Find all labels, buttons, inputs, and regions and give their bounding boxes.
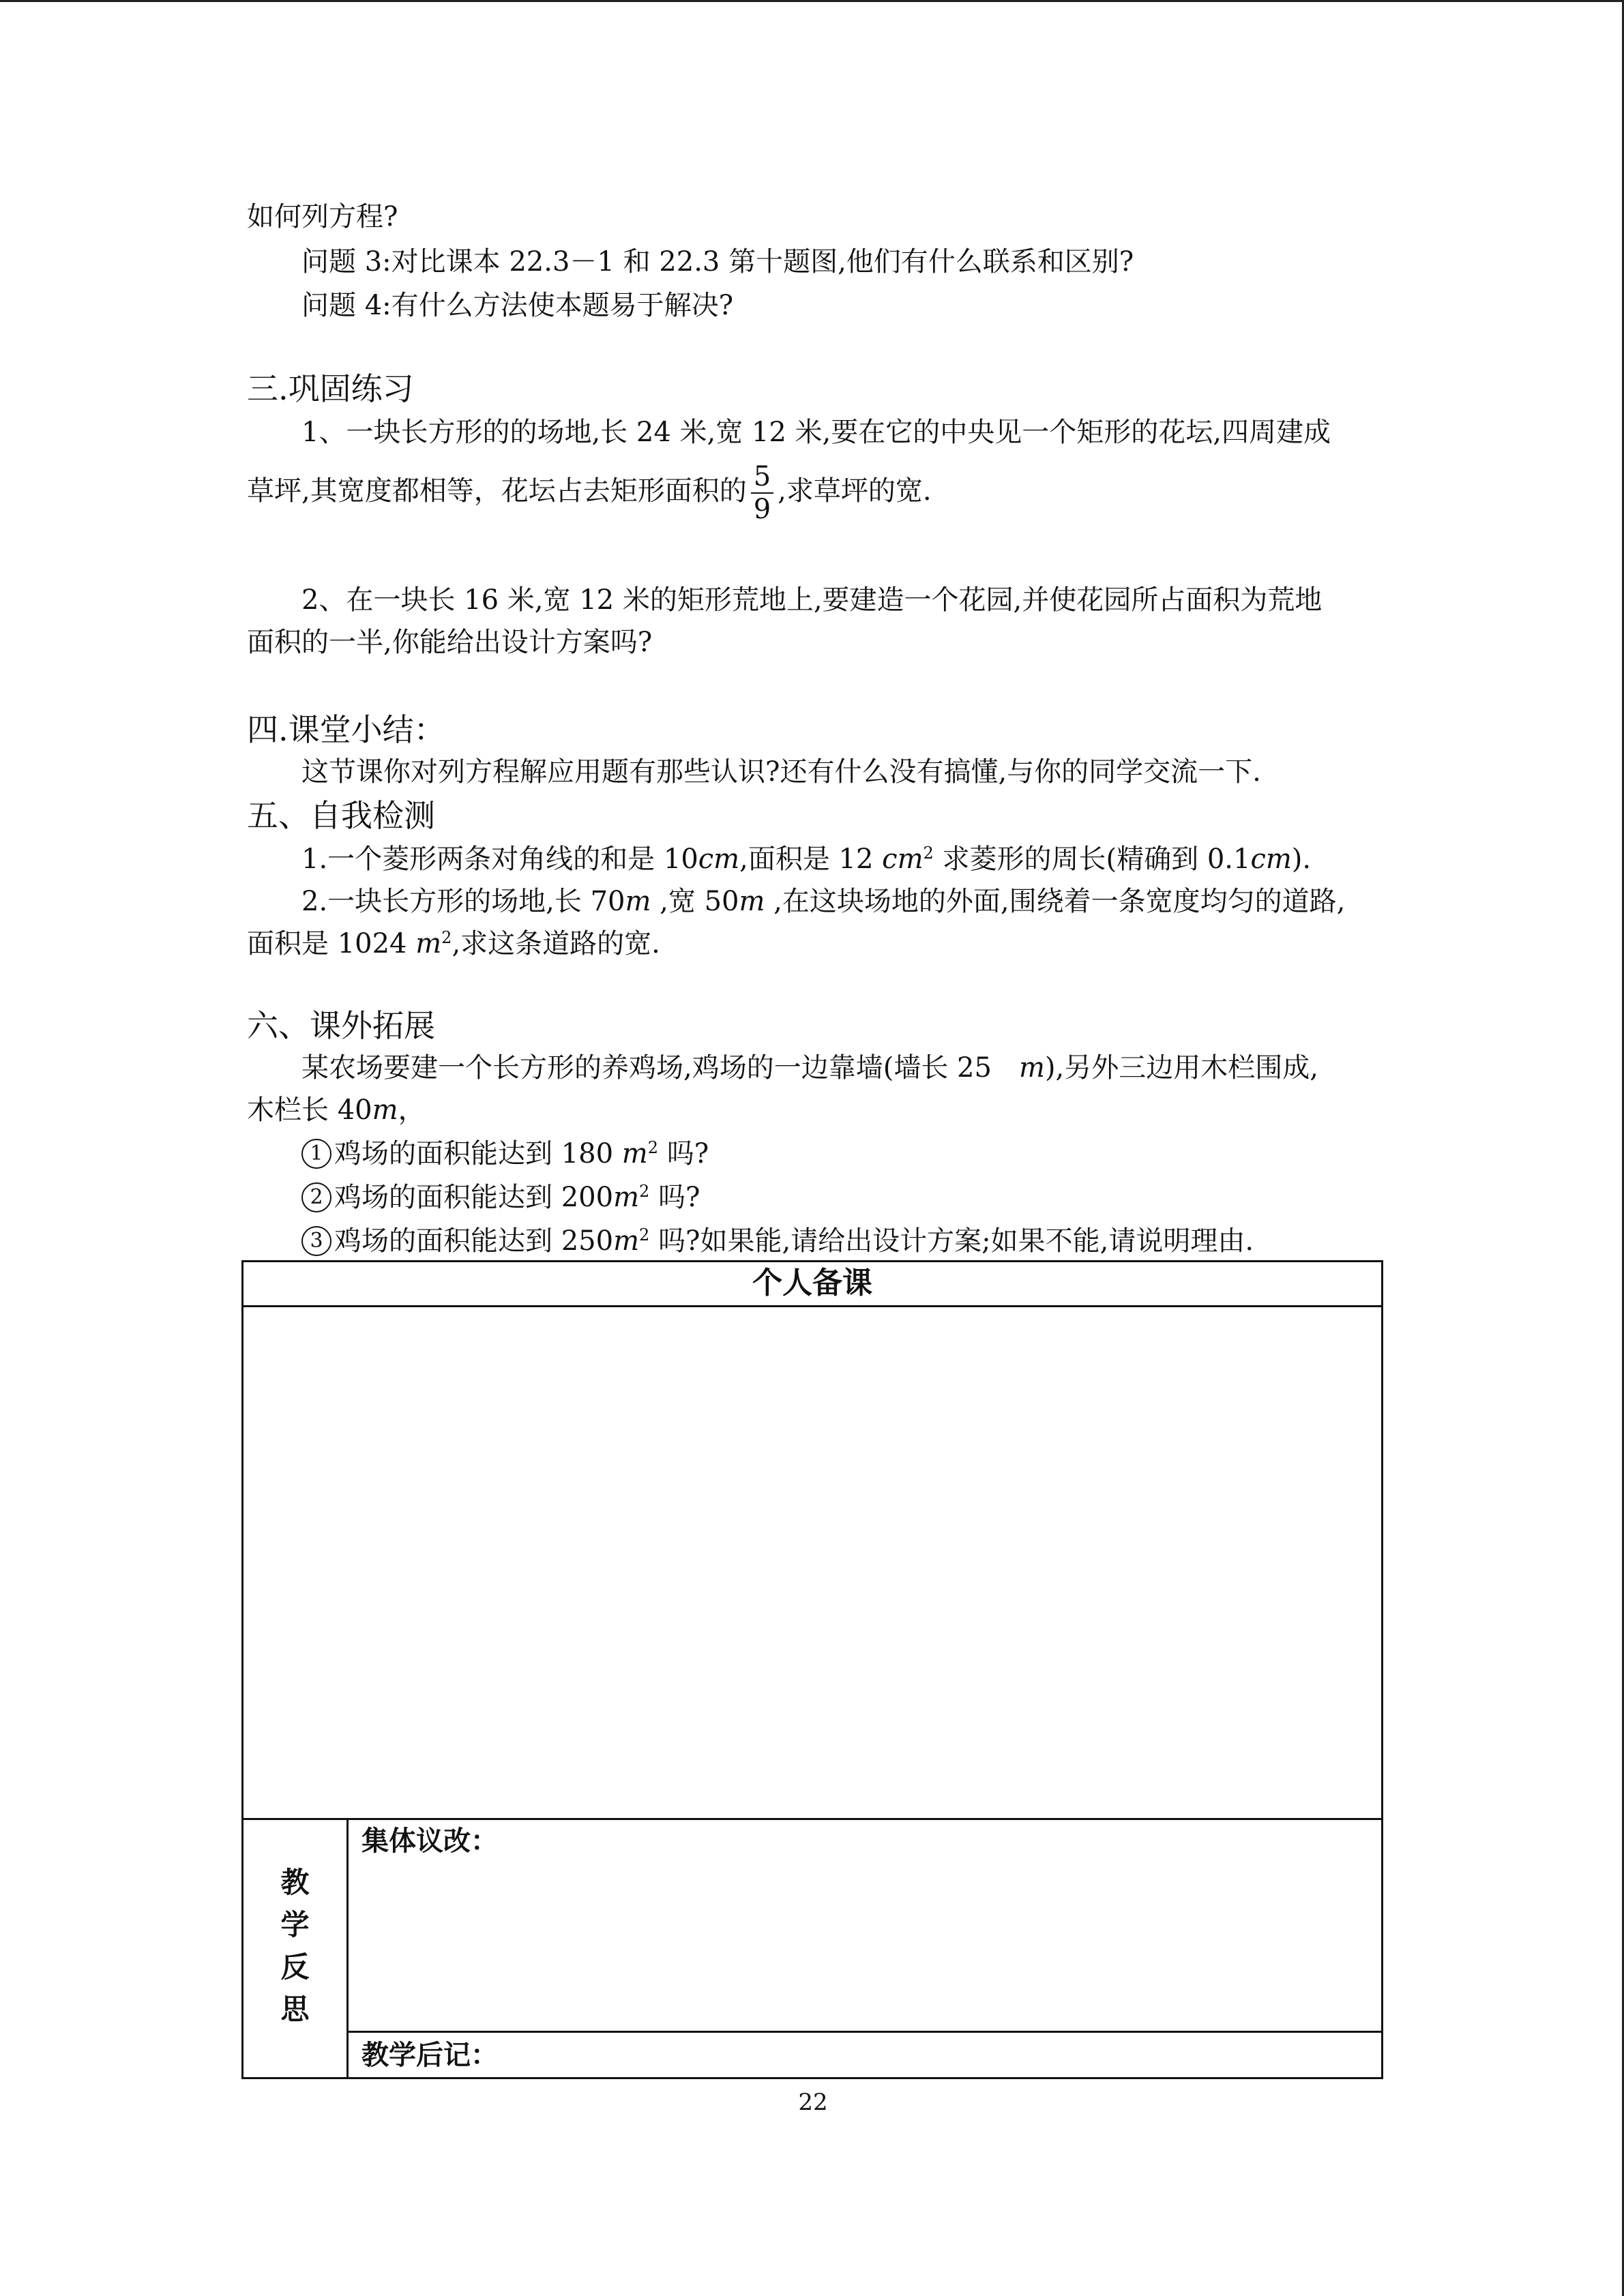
- extension-line-2-a: 木栏长 40: [247, 1094, 372, 1126]
- self-test-2-a: 2.一块长方形的场地,长 70: [301, 886, 625, 917]
- table-reflection-divider: [346, 2031, 1383, 2033]
- superscript: 2: [923, 844, 934, 863]
- superscript: 2: [441, 928, 452, 947]
- exercise-1-line-1: 1、一块长方形的的场地,长 24 米,宽 12 米,要在它的中央见一个矩形的花坛,四周建成: [301, 417, 1331, 448]
- extension-item-2: [301, 1178, 700, 1217]
- table-column-divider: [346, 1818, 349, 2079]
- side-label-char-2: 学: [280, 1908, 310, 1941]
- table-border-top: [241, 1260, 1383, 1262]
- superscript: 2: [647, 1138, 658, 1157]
- section-title-practice: 三.巩固练习: [247, 370, 414, 407]
- self-test-2-line-2: [247, 925, 660, 963]
- extension-item-3-a: 鸡场的面积能达到 250: [334, 1225, 614, 1257]
- self-test-1-b: ,面积是 12: [739, 844, 883, 875]
- side-label-char-1: 教: [280, 1866, 310, 1899]
- text-line-equation: 如何列方程?: [247, 201, 398, 233]
- collective-revision-label: 集体议改：: [361, 1825, 498, 1857]
- fraction-numerator: 5: [751, 461, 773, 494]
- page-border-top: [0, 0, 1624, 2]
- question-4: 问题 4:有什么方法使本题易于解决?: [301, 290, 734, 321]
- unit-m: m: [372, 1094, 398, 1126]
- self-test-1: [301, 840, 1311, 878]
- unit-m: m: [613, 1182, 639, 1213]
- superscript: 2: [639, 1225, 650, 1244]
- extension-item-2-a: 鸡场的面积能达到 200: [334, 1182, 614, 1213]
- unit-m: m: [613, 1225, 639, 1257]
- self-test-1-c: 求菱形的周长(精确到 0.1: [933, 844, 1251, 875]
- self-test-2-line-2-a: 面积是 1024: [247, 928, 416, 959]
- exercise-1-line-2: [247, 461, 932, 525]
- extension-item-1-a: 鸡场的面积能达到 180: [334, 1138, 622, 1169]
- unit-m: m: [1018, 1052, 1045, 1084]
- circled-number-1: 1: [301, 1139, 331, 1169]
- unit-m: m: [621, 1138, 648, 1169]
- exercise-1-text-b: ,求草坪的宽.: [778, 475, 932, 507]
- question-3: 问题 3:对比课本 22.3－1 和 22.3 第十题图,他们有什么联系和区别?: [301, 246, 1134, 278]
- table-body-divider: [241, 1818, 1383, 1820]
- self-test-1-a: 1.一个菱形两条对角线的和是 10: [301, 844, 698, 875]
- unit-cm: cm: [698, 844, 740, 875]
- self-test-2-line-1: [301, 882, 1345, 921]
- table-border-right: [1381, 1260, 1383, 2079]
- section-title-self-test: 五、自我检测: [247, 797, 435, 834]
- unit-cm: cm: [882, 844, 924, 875]
- table-header-divider: [241, 1305, 1383, 1307]
- fraction: [751, 461, 773, 525]
- unit-m: m: [415, 928, 442, 959]
- unit-m: m: [739, 886, 765, 917]
- extension-item-3: [301, 1222, 1254, 1260]
- summary-body: 这节课你对列方程解应用题有那些认识?还有什么没有搞懂,与你的同学交流一下.: [301, 756, 1261, 788]
- exercise-2-line-2: 面积的一半,你能给出设计方案吗?: [247, 627, 653, 658]
- exercise-1-text-a: 草坪,其宽度都相等，花坛占去矩形面积的: [247, 475, 747, 507]
- section-title-summary: 四.课堂小结：: [247, 711, 445, 748]
- side-label-char-3: 反: [280, 1950, 310, 1984]
- extension-line-1: [301, 1049, 1318, 1087]
- circled-number-2: 2: [301, 1182, 331, 1212]
- side-label-char-4: 思: [280, 1993, 310, 2026]
- circled-number-3: 3: [301, 1226, 331, 1256]
- extension-item-1: [301, 1135, 709, 1173]
- section-title-extension: 六、课外拓展: [247, 1007, 435, 1044]
- fraction-denominator: 9: [753, 494, 771, 525]
- extension-item-1-b: 吗?: [658, 1138, 709, 1169]
- unit-m: m: [625, 886, 651, 917]
- self-test-2-b: ,宽 50: [651, 886, 739, 917]
- table-border-bottom: [241, 2077, 1383, 2079]
- exercise-2-line-1: 2、在一块长 16 米,宽 12 米的矩形荒地上,要建造一个花园,并使花园所占面积为荒地: [301, 584, 1323, 616]
- self-test-2-line-2-b: ,求这条道路的宽.: [452, 928, 660, 959]
- self-test-2-c: ,在这块场地的外面,围绕着一条宽度均匀的道路,: [765, 886, 1346, 917]
- extension-line-1-b: ),另外三边用木栏围成,: [1044, 1052, 1318, 1084]
- self-test-1-d: ).: [1291, 844, 1312, 875]
- extension-item-2-b: 吗?: [649, 1182, 700, 1213]
- page-number: 22: [798, 2089, 828, 2116]
- teaching-notes-label: 教学后记：: [361, 2040, 498, 2071]
- extension-line-1-a: 某农场要建一个长方形的养鸡场,鸡场的一边靠墙(墙长 25: [301, 1052, 1019, 1084]
- unit-cm: cm: [1250, 844, 1292, 875]
- superscript: 2: [639, 1182, 650, 1201]
- extension-line-2: [247, 1091, 426, 1129]
- extension-line-2-b: ，: [398, 1094, 426, 1126]
- extension-item-3-b: 吗?如果能,请给出设计方案;如果不能,请说明理由.: [649, 1225, 1254, 1257]
- table-header-title: 个人备课: [752, 1266, 872, 1300]
